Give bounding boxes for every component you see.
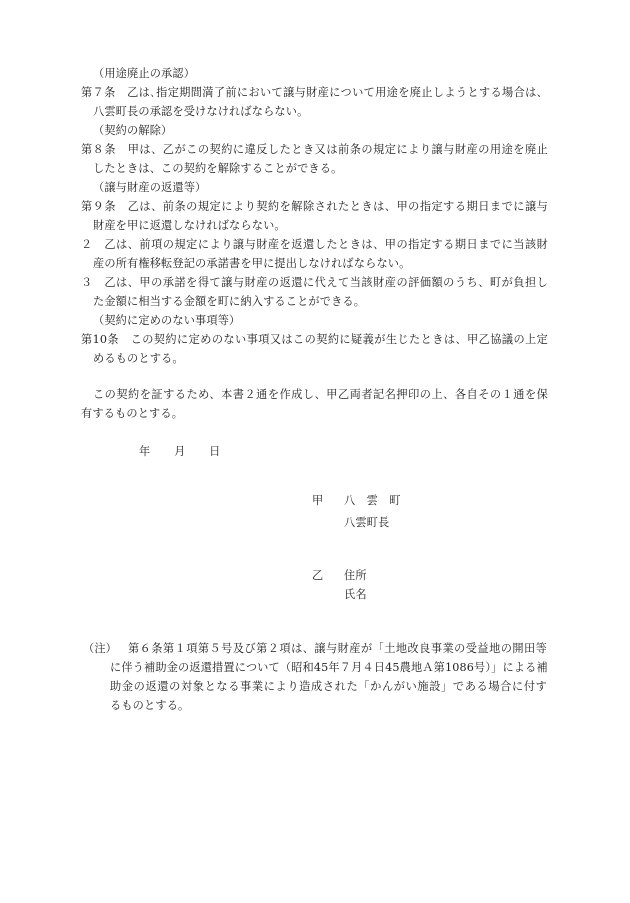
- article-9-para-2-line-1: ２ 乙は、前項の規定により譲与財産を返還したときは、甲の指定する期日までに当該財: [81, 238, 548, 251]
- note-text-line-1: 第６条第１項第５号及び第２項は、譲与財産が「土地改良事業の受益地の開田等: [128, 642, 547, 655]
- party-b-name-label: 氏名: [344, 588, 367, 601]
- article-7-caption: （用途廃止の承認）: [93, 67, 196, 80]
- note-text-line-4: るものとする。: [110, 699, 190, 712]
- article-10-caption: （契約に定めのない事項等）: [93, 314, 241, 327]
- article-9-para-3-line-2: た金額に相当する金額を町に納入することができる。: [93, 295, 366, 308]
- party-b-mark: 乙: [312, 569, 324, 582]
- article-8-caption: （契約の解除）: [93, 124, 173, 137]
- article-9-para-2-line-2: 産の所有権移転登記の承諾書を甲に提出しなければならない。: [93, 257, 411, 270]
- date-line: 年 月 日: [139, 445, 221, 458]
- party-b-address-label: 住所: [344, 569, 367, 582]
- article-8-text-line-2: したときは、この契約を解除することができる。: [93, 162, 343, 175]
- party-a-title: 八雲町長: [344, 516, 390, 529]
- party-a-name: 八 雲 町: [344, 494, 401, 507]
- article-9-para-3-line-1: ３ 乙は、甲の承諾を得て譲与財産の返還に代えて当該財産の評価額のうち、町が負担し: [81, 276, 548, 289]
- article-9-text-line-2: 財産を甲に返還しなければならない。: [93, 219, 286, 232]
- closing-text-line-1: この契約を証するため、本書２通を作成し、甲乙両者記名押印の上、各自その１通を保: [93, 388, 548, 401]
- article-7-text-line-1: 第７条 乙は､指定期間満了前において譲与財産について用途を廃止しようとする場合は、: [81, 86, 548, 99]
- article-9-caption: （譲与財産の返還等）: [93, 181, 207, 194]
- article-9-text-line-1: 第９条 乙は、前条の規定により契約を解除されたときは、甲の指定する期日までに譲与: [81, 200, 548, 213]
- article-7-text-line-2: 八雲町長の承認を受けなければならない。: [93, 105, 309, 118]
- article-8-text-line-1: 第８条 甲は、乙がこの契約に違反したとき又は前条の規定により譲与財産の用途を廃止: [81, 143, 548, 156]
- note-text-line-2: に伴う補助金の返還措置について（昭和45年７月４日45農地Ａ第1086号）」による補: [110, 661, 548, 674]
- note-text-line-3: 助金の返還の対象となる事業により造成された「かんがい施設」である場合に付す: [110, 680, 547, 693]
- article-10-text-line-1: 第10条 この契約に定めのない事項又はこの契約に疑義が生じたときは、甲乙協議の上定: [81, 333, 548, 346]
- note-label: （注）: [83, 642, 118, 655]
- party-a-mark: 甲: [312, 494, 324, 507]
- article-10-text-line-2: めるものとする。: [93, 352, 184, 365]
- closing-text-line-2: 有するものとする。: [81, 407, 184, 420]
